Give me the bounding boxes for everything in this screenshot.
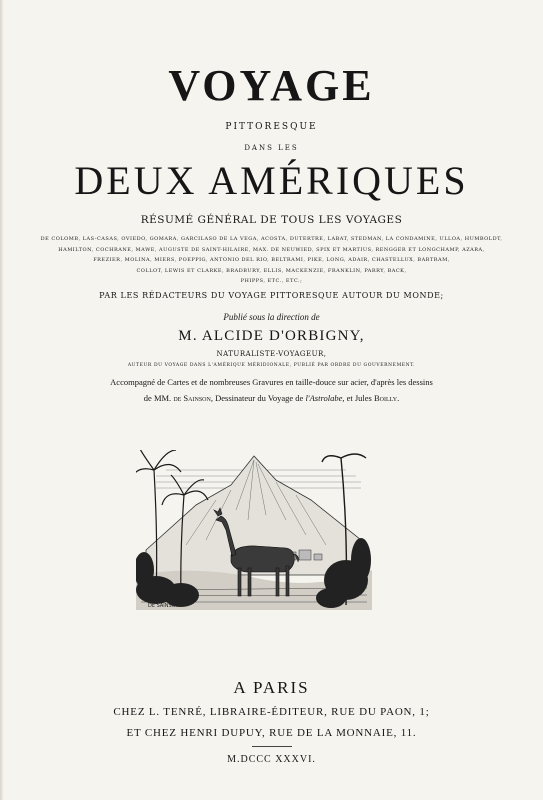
title-dans-les: DANS LES: [244, 144, 299, 152]
title-pittoresque: PITTORESQUE: [225, 122, 318, 132]
illustrators-text: de MM.: [143, 393, 174, 403]
illustrators-text: .: [397, 393, 400, 403]
boilly-name: Boilly: [374, 393, 398, 403]
llama-engraving: [136, 450, 372, 610]
astrolabe-name: l'Astrolabe: [305, 393, 343, 403]
illustrators-text: , et Jules: [342, 393, 374, 403]
imprint-publisher-1: CHEZ L. TENRÉ, LIBRAIRE-ÉDITEUR, RUE DU PAON, 1;: [113, 706, 430, 718]
voyagers-list: [40, 234, 503, 287]
author-name: M. ALCIDE D'ORBIGNY,: [178, 328, 365, 344]
illustrators-text: , Dessinateur du Voyage de: [210, 393, 306, 403]
subtitle-resume: RÉSUMÉ GÉNÉRAL DE TOUS LES VOYAGES: [140, 214, 403, 226]
divider-rule: [252, 746, 292, 747]
accompagne-line: Accompagné de Cartes et de nombreuses Gravures en taille-douce sur acier, d'après les dessins: [110, 377, 433, 387]
author-role: NATURALISTE-VOYAGEUR,: [216, 350, 327, 358]
imprint-date: M.DCCC XXXVI.: [227, 754, 316, 765]
publie-sous: Publié sous la direction de: [223, 312, 320, 322]
voyagers-line: PHIPPS, ETC., ETC.;: [240, 278, 303, 284]
illustration-signature: DE SAINSON: [148, 603, 180, 609]
sainson-name: de Sainson: [173, 393, 211, 403]
imprint-publisher-2: ET CHEZ HENRI DUPUY, RUE DE LA MONNAIE, 11.: [126, 727, 417, 739]
voyagers-line: DE COLOMB, LAS-CASAS, OVIEDO, GOMARA, GARCILASO DE LA VEGA, ACOSTA, DUTERTRE, LABAT, STEDMAN, LA CONDAMINE, ULLOA, HUMBOLDT,: [40, 236, 503, 242]
voyagers-line: HAMILTON, COCHRANE, MAWE, AUGUSTE DE SAINT-HILAIRE, MAX. DE NEUWIED, SPIX ET MARTIUS, RENGGER ET LONGCHAMP, AZARA,: [58, 246, 485, 253]
title-deux-ameriques: DEUX AMÉRIQUES: [74, 158, 469, 203]
par-redacteurs: PAR LES RÉDACTEURS DU VOYAGE PITTORESQUE AUTOUR DU MONDE;: [99, 291, 444, 300]
author-role-detail: AUTEUR DU VOYAGE DANS L'AMÉRIQUE MÉRIDIONALE, PUBLIÉ PAR ORDRE DU GOUVERNEMENT.: [127, 363, 416, 368]
voyagers-line: COLLOT, LEWIS ET CLARKE, BRADBURY, ELLIS, MACKENZIE, FRANKLIN, PARRY, BACK,: [136, 267, 407, 274]
illustrators-line: [0, 393, 543, 403]
title-voyage: VOYAGE: [168, 61, 375, 110]
voyagers-line: FREZIER, MOLINA, MIERS, POEPPIG, ANTONIO DEL RIO, BELTRAMI, PIKE, LONG, ADAIR, CHASTELLUX, BARTRAM,: [93, 257, 450, 263]
imprint-city: A PARIS: [233, 678, 310, 697]
